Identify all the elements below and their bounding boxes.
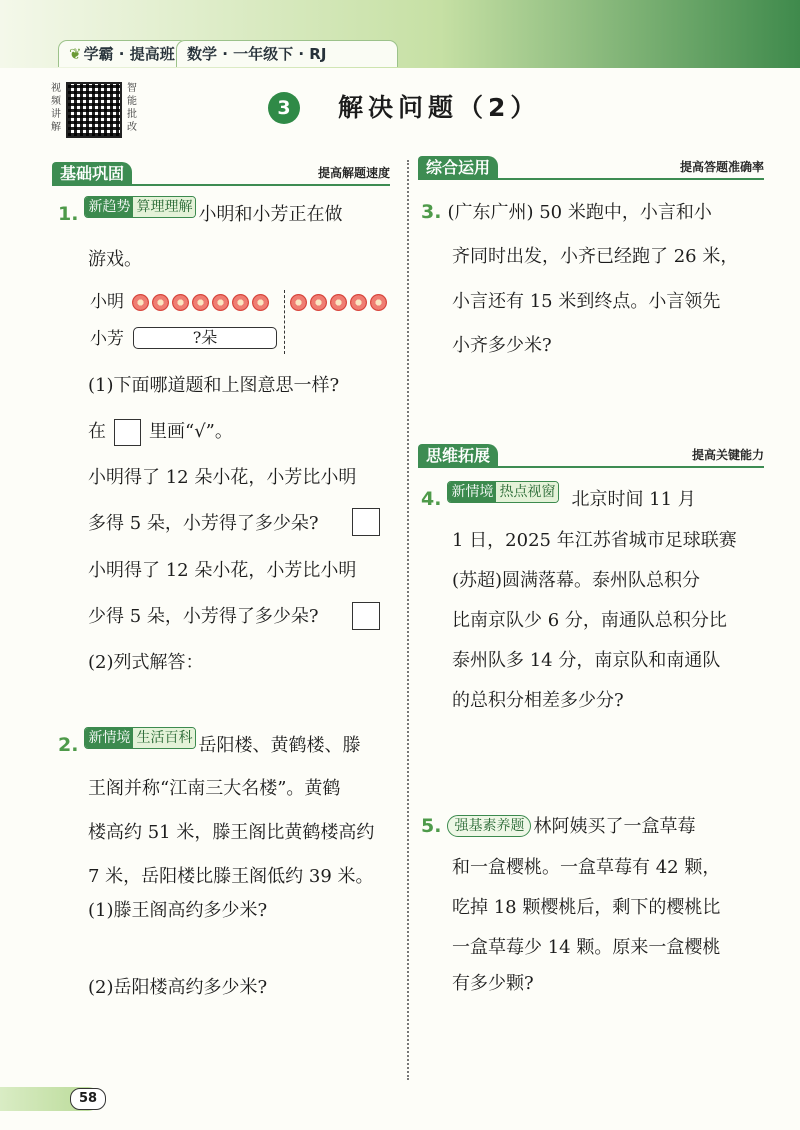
flower-icon [172,294,189,311]
q3-line2: 齐同时出发，小齐已经跑了 26 米， [452,246,739,267]
flower-icon [290,294,307,311]
q2-line1 [58,727,360,764]
q5-number: 5. [421,815,442,837]
section-comprehensive [418,152,764,180]
q2-badge-a: 新情境 [85,728,133,748]
q1-stem-1: 小明和小芳正在做 [198,204,343,225]
q1-part2: (2)列式解答： [88,652,204,673]
subject-tab [176,40,398,67]
q2-badge-b: 生活百科 [133,728,195,748]
page-number: 58 [70,1088,106,1110]
option2-checkbox[interactable] [352,602,380,630]
lesson-title: 解决问题（2） [338,93,541,122]
q1-badge [84,196,196,218]
flower-icon [212,294,229,311]
q4-line6: 的总积分相差多少分? [452,690,624,711]
q4-line5: 泰州队多 14 分，南京队和南通队 [452,650,721,671]
header-band [0,0,800,68]
leaf-icon: ❦ [69,45,82,63]
q5-line5: 有多少颗? [452,973,534,994]
q3-line4: 小齐多少米? [452,335,552,356]
q1-option2-line2: 少得 5 朵，小芳得了多少朵? [88,606,319,627]
q4-badge-a: 新情境 [448,482,496,502]
q5-line1 [421,808,695,845]
flower-icon [310,294,327,311]
flower-icon [152,294,169,311]
q4-badge [447,481,559,503]
q4-line3: (苏超)圆满落幕。泰州队总积分 [452,570,701,591]
qr-block [48,82,144,138]
q4-line2: 1 日，2025 年江苏省城市足球联赛 [452,530,737,551]
q3-line3: 小言还有 15 米到终点。小言领先 [452,291,721,312]
qr-code-icon[interactable] [66,82,122,138]
label-xiaoming: 小明 [90,292,124,312]
q2-line3: 楼高约 51 米，滕王阁比黄鹤楼高约 [88,822,375,843]
q1-stem-line1 [58,196,342,233]
q4-line1 [421,481,696,518]
q2-badge [84,727,196,749]
flower-icon [132,294,149,311]
column-divider [407,160,409,1080]
series-tab [58,40,188,67]
q1-number: 1. [58,203,79,225]
q4-badge-b: 热点视窗 [496,482,558,502]
q4-line4: 比南京队少 6 分，南通队总积分比 [452,610,727,631]
q5-line2: 和一盒樱桃。一盒草莓有 42 颗， [452,857,721,878]
q1-option2-line1: 小明得了 12 朵小花，小芳比小明 [88,560,357,581]
q3-number: 3. [421,201,442,223]
option1-checkbox[interactable] [352,508,380,536]
q1-part1-instruction [88,414,233,450]
label-xiaofang: 小芳 [90,329,124,349]
xiaofang-bar: ?朵 [133,327,277,349]
q4-number: 4. [421,488,442,510]
flower-icon [252,294,269,311]
lesson-number: 3 [268,92,300,124]
q5-badge: 强基素养题 [447,815,531,837]
series-label: 学霸 · 提高班 [83,45,175,63]
q1-instr-pre: 在 [88,421,106,442]
flower-icon [330,294,347,311]
section-comprehensive-sub: 提高答题准确率 [679,160,764,174]
q1-badge-a: 新趋势 [85,197,133,217]
example-checkbox [114,419,141,446]
section-basic-tag: 基础巩固 [52,162,132,186]
q1-stem-2: 游戏。 [88,249,142,270]
q5-line3: 吃掉 18 颗樱桃后，剩下的樱桃比 [452,897,721,918]
q3-line1 [421,194,712,231]
qr-right-label: 智能批改 [127,83,137,133]
q1-instr-post: 里画“√”。 [149,421,233,442]
q2-line4: 7 米，岳阳楼比滕王阁低约 39 米。 [88,866,374,887]
q2-line2: 王阁并称“江南三大名楼”。黄鹤 [88,778,341,799]
flower-icon [232,294,249,311]
section-extension [418,440,764,468]
q1-option1-line2: 多得 5 朵，小芳得了多少朵? [88,513,319,534]
flower-icon [370,294,387,311]
q2-part2: (2)岳阳楼高约多少米? [88,977,268,998]
subject-label: 数学 · 一年级下 · RJ [187,45,327,63]
section-comprehensive-tag: 综合运用 [418,156,498,180]
dashed-divider [284,290,285,354]
q1-option1-line1: 小明得了 12 朵小花，小芳比小明 [88,467,357,488]
qr-left-label: 视频讲解 [51,83,61,133]
section-basic [52,158,390,186]
flower-icon [350,294,367,311]
q2-number: 2. [58,734,79,756]
q3-line1-text: (广东广州) 50 米跑中，小言和小 [447,202,712,223]
q2-part1: (1)滕王阁高约多少米? [88,900,268,921]
section-extension-tag: 思维拓展 [418,444,498,468]
q4-line1-text: 北京时间 11 月 [571,489,696,510]
section-basic-sub: 提高解题速度 [317,166,390,180]
flower-icon [192,294,209,311]
q1-part1-question: (1)下面哪道题和上图意思一样? [88,375,340,396]
q2-line1-text: 岳阳楼、黄鹤楼、滕 [198,735,361,756]
q5-line1-text: 林阿姨买了一盒草莓 [533,816,696,837]
section-extension-sub: 提高关键能力 [691,448,764,462]
q5-line4: 一盒草莓少 14 颗。原来一盒樱桃 [452,937,721,958]
q1-badge-b: 算理理解 [133,197,195,217]
